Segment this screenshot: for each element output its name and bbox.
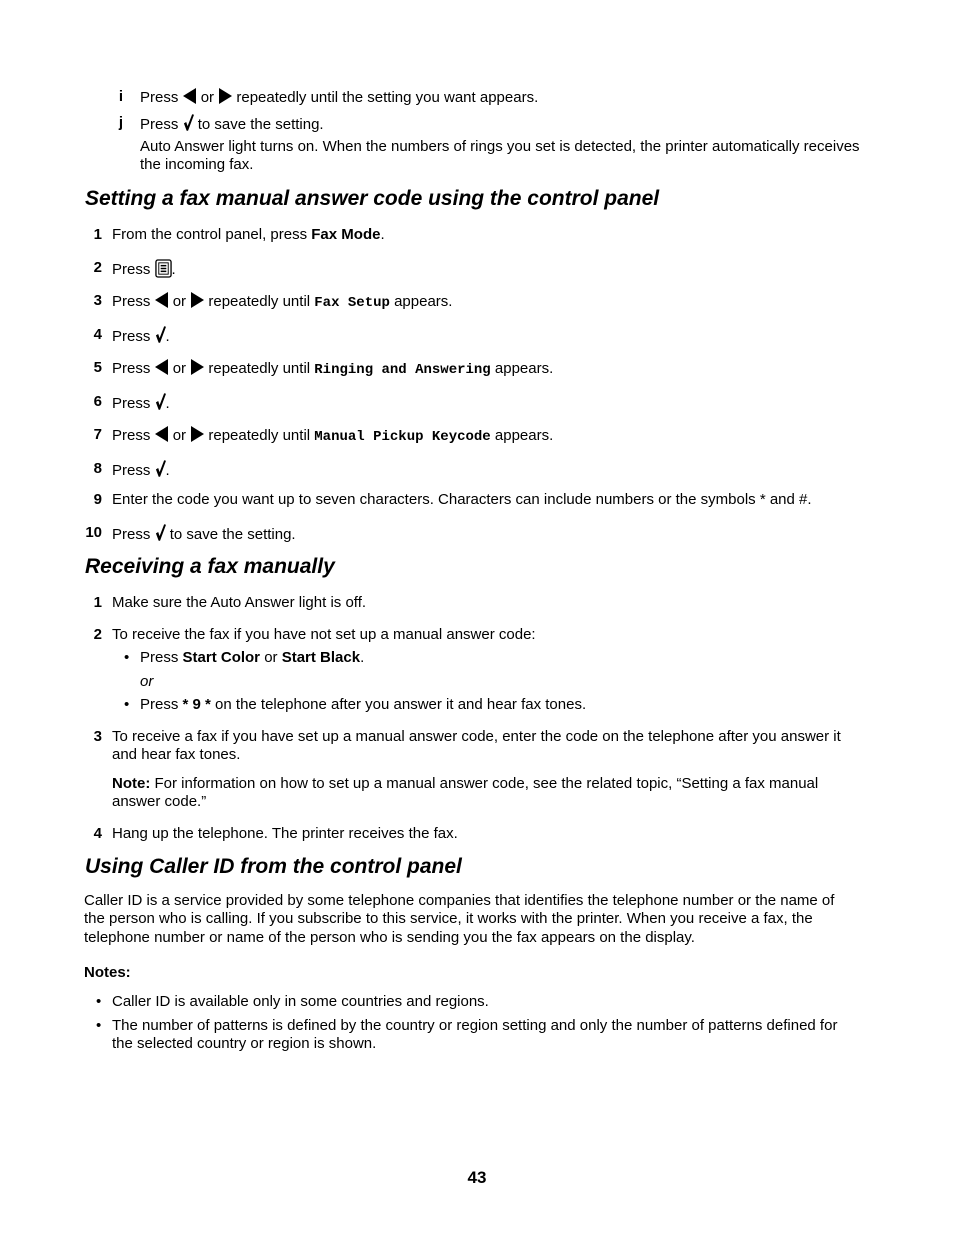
- step-text: Make sure the Auto Answer light is off.: [112, 594, 367, 611]
- left-arrow-icon: [183, 88, 197, 104]
- paragraph-line: Caller ID is a service provided by some telephone companies that identifies the telephone number or the name of: [84, 892, 835, 909]
- step-number: 5: [93, 359, 102, 376]
- right-arrow-icon: [190, 359, 204, 375]
- step-text: and hear fax tones.: [112, 746, 241, 763]
- step-text: To receive the fax if you have not set up a manual answer code:: [112, 626, 536, 643]
- bullet-icon: •: [96, 1017, 102, 1034]
- intro-note-line2: the incoming fax.: [140, 156, 254, 173]
- step-text: Press .: [112, 261, 176, 278]
- list-item: Caller ID is available only in some countries and regions.: [112, 993, 489, 1010]
- step-text: Enter the code you want up to seven characters. Characters can include numbers or the symbols * and #.: [112, 491, 812, 508]
- step-number: 2: [93, 259, 102, 276]
- page-number: 43: [467, 1168, 487, 1187]
- step-number: 10: [85, 524, 102, 541]
- menu-icon: [155, 259, 172, 278]
- note-text: Note: For information on how to set up a manual answer code, see the related topic, “Setting a fax manual: [112, 775, 819, 792]
- right-arrow-icon: [190, 292, 204, 308]
- notes-label: Notes:: [84, 964, 131, 981]
- step-number: 6: [93, 393, 102, 410]
- section-heading-caller-id: Using Caller ID from the control panel: [85, 855, 462, 878]
- bullet-icon: •: [124, 696, 130, 713]
- step-number: 1: [93, 594, 102, 611]
- checkmark-icon: [183, 114, 194, 131]
- or-separator: or: [140, 673, 154, 690]
- checkmark-icon: [155, 524, 166, 541]
- step-number: 8: [93, 460, 102, 477]
- step-number: 1: [93, 226, 102, 243]
- step-text: Press to save the setting.: [112, 526, 296, 543]
- step-number: 3: [93, 292, 102, 309]
- step-text: Press .: [112, 462, 170, 479]
- paragraph-line: telephone number or name of the person who is sending you the fax appears on the display.: [84, 929, 695, 946]
- checkmark-icon: [155, 460, 166, 477]
- list-item: The number of patterns is defined by the country or region setting and only the number of patterns defined for: [112, 1017, 838, 1034]
- list-item: Press Start Color or Start Black.: [140, 649, 365, 666]
- step-i: Press or repeatedly until the setting you want appears.: [140, 89, 539, 106]
- right-arrow-icon: [218, 88, 232, 104]
- right-arrow-icon: [190, 426, 204, 442]
- section-heading-manual-answer-code: Setting a fax manual answer code using the control panel: [85, 187, 660, 210]
- step-text: Press or repeatedly until Ringing and Answering appears.: [112, 360, 554, 378]
- left-arrow-icon: [155, 426, 169, 442]
- left-arrow-icon: [155, 359, 169, 375]
- list-item-continuation: the selected country or region is shown.: [112, 1035, 377, 1052]
- step-number: 3: [93, 728, 102, 745]
- step-text: Hang up the telephone. The printer receives the fax.: [112, 825, 458, 842]
- section-heading-receiving-fax-manually: Receiving a fax manually: [85, 555, 335, 578]
- bullet-icon: •: [124, 649, 130, 666]
- intro-note-line1: Auto Answer light turns on. When the numbers of rings you set is detected, the printer automatically receives: [140, 138, 860, 155]
- bullet-icon: •: [96, 993, 102, 1010]
- step-number: 4: [93, 825, 102, 842]
- step-text: Press or repeatedly until Manual Pickup Keycode appears.: [112, 427, 554, 445]
- step-number: 9: [93, 491, 102, 508]
- checkmark-icon: [155, 326, 166, 343]
- checkmark-icon: [155, 393, 166, 410]
- left-arrow-icon: [155, 292, 169, 308]
- step-text: To receive a fax if you have set up a manual answer code, enter the code on the telephone after you answer it: [112, 728, 841, 745]
- step-text: From the control panel, press Fax Mode.: [112, 226, 385, 243]
- step-j: Press to save the setting.: [140, 116, 324, 133]
- paragraph-line: the person who is calling. If you subscribe to this service, it works with the printer. When you receive a fax, the: [84, 910, 813, 927]
- step-label-i: i: [118, 88, 123, 105]
- step-label-j: j: [118, 114, 123, 131]
- list-item: Press * 9 * on the telephone after you answer it and hear fax tones.: [140, 696, 587, 713]
- step-number: 7: [93, 426, 102, 443]
- step-text: Press or repeatedly until Fax Setup appears.: [112, 293, 453, 311]
- step-number: 4: [93, 326, 102, 343]
- step-number: 2: [93, 626, 102, 643]
- step-text: Press .: [112, 395, 170, 412]
- step-text: Press .: [112, 328, 170, 345]
- note-text: answer code.”: [112, 793, 207, 810]
